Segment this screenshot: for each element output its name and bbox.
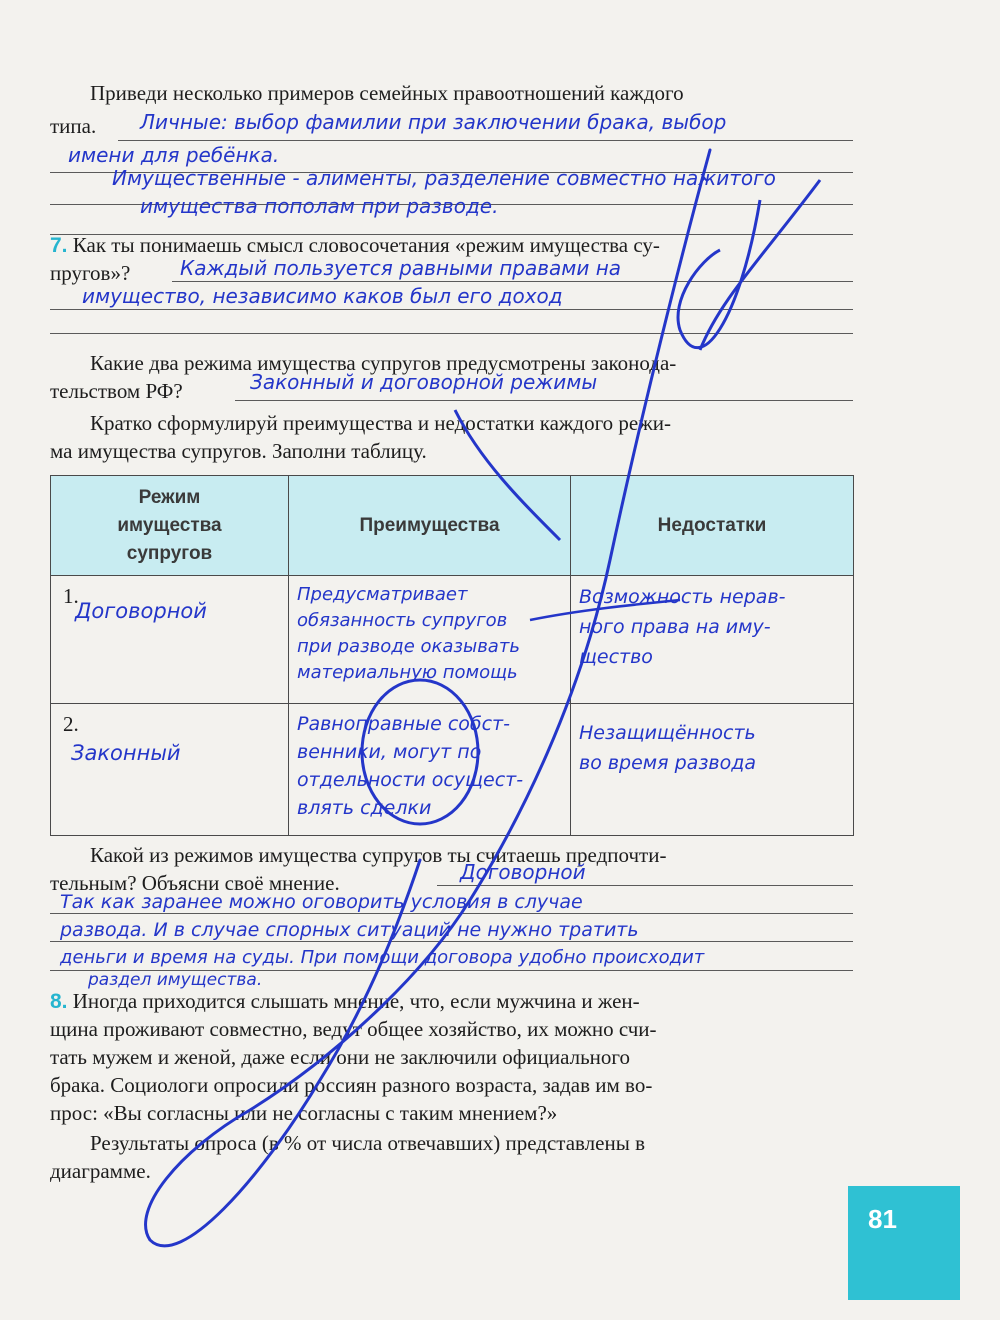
row2-regime: Законный (71, 741, 181, 765)
answer-line (437, 885, 853, 886)
q7-sub2-line2: ма имущества супругов. Заполни таблицу. (50, 439, 427, 463)
q6-answer-line2: имени для ребёнка. (68, 143, 280, 167)
row2-advantages-cell (289, 704, 571, 836)
row1-advantages-cell (289, 576, 571, 704)
q8-line1 (50, 988, 640, 1015)
q7-prompt-text: Как ты понимаешь смысл словосочетания «режим имущества су- (72, 233, 660, 257)
q6-answer-line3: Имущественные - алименты, разделение совместно нажитого (112, 166, 776, 190)
page-number: 81 (868, 1204, 897, 1234)
pref-prompt-line1: Какой из режимов имущества супругов ты считаешь предпочти- (90, 843, 667, 867)
table-header-row (51, 476, 854, 576)
q7-answer-line2: имущество, независимо каков был его доход (82, 284, 563, 308)
header-advantages: Преимущества (289, 476, 571, 576)
row2-regime-cell (51, 704, 289, 836)
q6-answer-line1: Личные: выбор фамилии при заключении брака, выбор (140, 110, 727, 134)
row1-disadvantages: Возможность нерав- ного права на иму- щество (579, 586, 786, 668)
q6-prompt-line2: типа. (50, 114, 97, 138)
q7-sub1-line1: Какие два режима имущества супругов предусмотрены законода- (90, 351, 677, 375)
answer-line (118, 140, 853, 141)
pref-answer-line2: развода. И в случае спорных ситуаций не нужно тратить (60, 919, 639, 941)
scribble-stroke (700, 180, 820, 350)
answer-line (172, 281, 853, 282)
q8-line7: диаграмме. (50, 1159, 151, 1183)
row2-disadvantages: Незащищённость во время развода (579, 722, 757, 774)
q7-sub1-answer: Законный и договорной режимы (250, 370, 598, 394)
q8-line4: брака. Социологи опросили россиян разного возраста, задав им во- (50, 1073, 653, 1097)
q8-line6: Результаты опроса (в % от числа отвечавших) представлены в (90, 1131, 645, 1155)
header-disadvantages: Недостатки (571, 476, 854, 576)
q8-line3: тать мужем и женой, даже если они не заключили официального (50, 1045, 630, 1069)
table-row (51, 576, 854, 704)
row1-regime-cell (51, 576, 289, 704)
pref-answer-line1: Так как заранее можно оговорить условия в случае (60, 891, 583, 913)
row1-disadvantages-cell (571, 576, 854, 704)
q8-text: Иногда приходится слышать мнение, что, если мужчина и жен- (72, 989, 640, 1013)
q8-number: 8. (50, 990, 68, 1013)
row2-number: 2. (63, 712, 79, 736)
answer-line (50, 309, 853, 310)
property-regimes-table (50, 475, 854, 836)
pref-answer-line4: раздел имущества. (88, 970, 263, 990)
answer-line (50, 333, 853, 334)
q7-prompt-line1 (50, 232, 660, 259)
answer-line (235, 400, 853, 401)
pref-answer-inline: Договорной (460, 860, 586, 884)
row1-number: 1. (63, 584, 79, 608)
pref-prompt-line2: тельным? Объясни своё мнение. (50, 871, 340, 895)
q8-line5: прос: «Вы согласны или не согласны с таким мнением?» (50, 1101, 558, 1125)
q7-sub2-line1: Кратко сформулируй преимущества и недостатки каждого режи- (90, 411, 671, 435)
row1-advantages: Предусматривает обязанность супругов при разводе оказывать материальную помощь (297, 584, 520, 683)
q7-prompt-line2: пругов»? (50, 261, 131, 285)
row2-advantages: Равноправные собст- венники, могут по отдельности осущест- влять сделки (297, 713, 524, 819)
header-regime: Режим имущества супругов (51, 476, 289, 576)
scribble-stroke (678, 200, 760, 348)
q8-line2: щина проживают совместно, ведут общее хозяйство, их можно счи- (50, 1017, 657, 1041)
q7-number: 7. (50, 234, 68, 257)
q7-answer-line1: Каждый пользуется равными правами на (180, 256, 622, 280)
q7-sub1-line2: тельством РФ? (50, 379, 183, 403)
q6-answer-line4: имущества пополам при разводе. (140, 194, 499, 218)
row2-disadvantages-cell (571, 704, 854, 836)
page-number-badge (848, 1186, 960, 1300)
q6-prompt-line1: Приведи несколько примеров семейных правоотношений каждого (90, 81, 684, 105)
row1-regime: Договорной (75, 599, 207, 623)
pref-answer-line3: деньги и время на суды. При помощи договора удобно происходит (60, 947, 705, 968)
table-row (51, 704, 854, 836)
